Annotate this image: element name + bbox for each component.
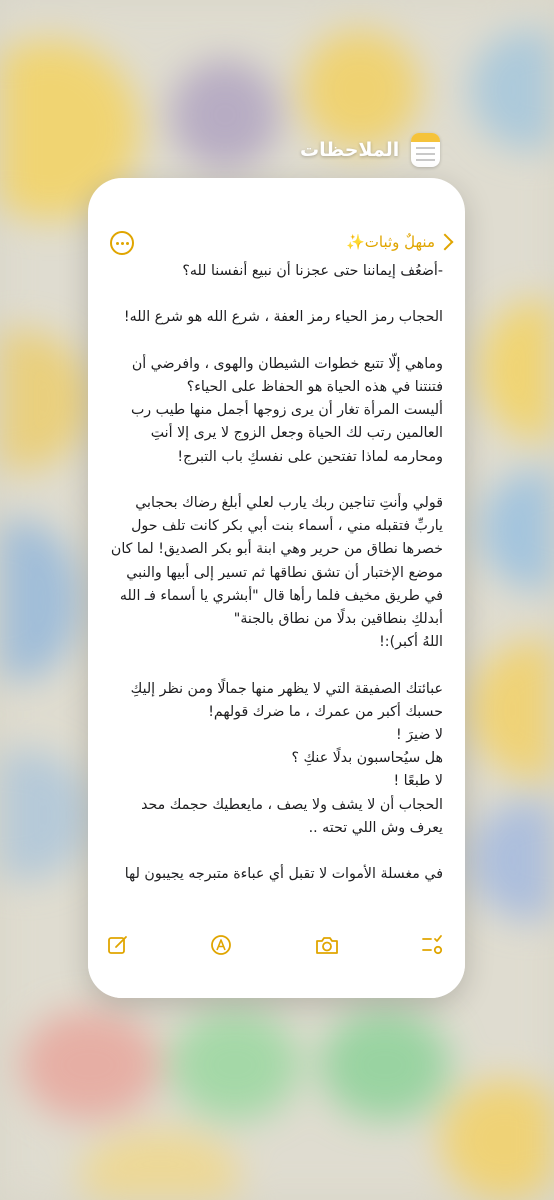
back-button[interactable]	[346, 228, 451, 256]
notes-app-icon	[411, 133, 440, 167]
note-toolbar	[88, 932, 465, 962]
compose-icon[interactable]	[105, 932, 131, 958]
notes-app-card[interactable]	[88, 178, 465, 998]
note-line: -أضعُف إيماننا حتى عجزنا أن نبيع أنفسنا لله؟	[182, 263, 443, 279]
note-line	[106, 283, 443, 306]
note-line: في مغسلة الأموات لا تقبل أي عباءة متبرجه يجيبون لها	[124, 866, 443, 883]
note-navigation-bar	[88, 228, 465, 256]
note-body[interactable]	[106, 260, 443, 886]
note-line	[106, 469, 443, 492]
dot	[121, 242, 124, 245]
chevron-left-icon	[437, 234, 454, 251]
note-line	[106, 654, 443, 677]
back-button-label: منهلٌ وثبات✨	[346, 233, 435, 251]
note-line: أليست المرأة تغار أن يرى زوجها أجمل منها طيب رب العالمين رتب لك الحياة وجعل الزوج لا يرى إلا أنتِ ومحارمه لماذا تفتحين على نفسكِ باب التبرج!	[130, 402, 443, 465]
app-name: الملاحظات	[300, 139, 400, 161]
note-line: وماهي إلّا تتبع خطوات الشيطان والهوى ، وافرضي أن فتنتنا في هذه الحياة هو الحفاظ على الحياء؟	[131, 355, 443, 395]
app-switcher-header	[300, 130, 440, 170]
dot	[116, 242, 119, 245]
note-line: لا ضيرَ !	[396, 727, 443, 743]
note-line: الحجاب رمز الحياء رمز العفة ، شرع الله هو شرع الله!	[123, 309, 443, 326]
note-line: اللهُ أكبر):!	[379, 634, 443, 651]
markup-icon[interactable]	[208, 932, 234, 958]
note-line: الحجاب أن لا يشف ولا يصف ، مايعطيك حجمك محد يعرف وش اللي تحته ..	[141, 796, 443, 836]
note-line: هل سيُحاسبون بدلًا عنكِ ؟	[291, 750, 443, 767]
checklist-icon[interactable]	[420, 932, 446, 958]
more-options-button[interactable]	[110, 231, 134, 255]
note-line	[106, 840, 443, 863]
note-line: قولي وأنتِ تناجين ربك يارب لعلي أبلغ رضاك بحجابي ياربِّ فتقبله مني ، أسماء بنت أبي بكر كانت تلف حول خصرها نطاق من حرير وهي ابنة أبو بكر الصديق! لما كان موضع الإختبار أن تشق نطاقها ثم تسير إلى أبيها والنبي في طريق مخيف فلما رأها قال "أبشري يا أسماء فـ الله أبدلكِ بنطاقين بدلًا من نطاق بالجنة"	[110, 494, 443, 627]
note-line: عبائتك الصفيقة التي لا يظهر منها جمالًا ومن نظر إليكِ حسبك أكبر من عمرك ، ما ضرك قولهم!	[130, 680, 443, 720]
note-line: لا طبعًا !	[393, 773, 443, 790]
note-line	[106, 330, 443, 353]
dot	[126, 242, 129, 245]
camera-icon[interactable]	[314, 932, 340, 958]
